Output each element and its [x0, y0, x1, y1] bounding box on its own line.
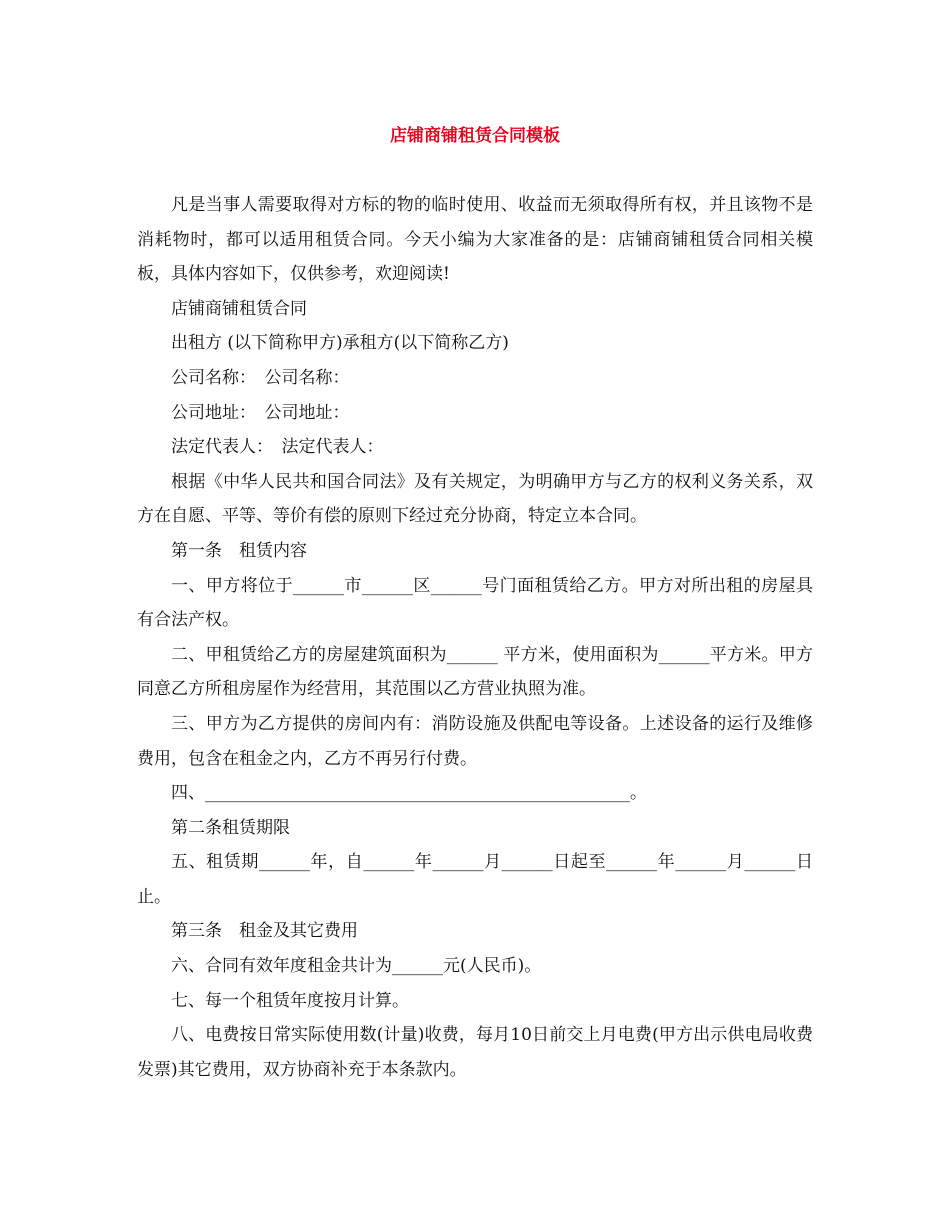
- clause-6: 六、合同有效年度租金共计为______元(人民币)。: [171, 956, 542, 977]
- document-body: [137, 188, 813, 1087]
- paragraph-intro: 凡是当事人需要取得对方标的物的临时使用、收益而无须取得所有权，并且该物不是消耗物时，都可以适用租赁合同。今天小编为大家准备的是：店铺商铺租赁合同相关模板，具体内容如下，仅供参考，欢迎阅读!: [137, 195, 813, 285]
- paragraph-parties: 出租方 (以下简称甲方)承租方(以下简称乙方): [171, 333, 509, 354]
- paragraph-company-name: 公司名称： 公司名称：: [171, 367, 350, 388]
- paragraph-company-address: 公司地址： 公司地址：: [171, 402, 350, 423]
- clause-7: 七、每一个租赁年度按月计算。: [171, 990, 409, 1011]
- clause-2: 二、甲租赁给乙方的房屋建筑面积为______ 平方米，使用面积为______平方米。甲方同意乙方所租房屋作为经营用，其范围以乙方营业执照为准。: [137, 644, 813, 700]
- article-1-heading: 第一条 租赁内容: [171, 540, 307, 561]
- clause-3: 三、甲方为乙方提供的房间内有：消防设施及供配电等设备。上述设备的运行及维修费用，包含在租金之内，乙方不再另行付费。: [137, 713, 813, 769]
- document-title: 店铺商铺租赁合同模板: [390, 126, 560, 146]
- paragraph-contract-name: 店铺商铺租赁合同: [171, 298, 307, 319]
- paragraph-legal-representative: 法定代表人： 法定代表人：: [171, 437, 384, 458]
- article-2-heading: 第二条租赁期限: [171, 817, 290, 838]
- paragraph-basis: 根据《中华人民共和国合同法》及有关规定，为明确甲方与乙方的权利义务关系，双方在自愿、平等、等价有偿的原则下经过充分协商，特定立本合同。: [137, 471, 813, 527]
- clause-8: 八、电费按日常实际使用数(计量)收费，每月10日前交上月电费(甲方出示供电局收费发票)其它费用，双方协商补充于本条款内。: [137, 1025, 813, 1080]
- clause-4: 四、__________________________________________________。: [171, 783, 647, 804]
- article-3-heading: 第三条 租金及其它费用: [171, 921, 358, 942]
- clause-5: 五、租赁期______年，自______年______月______日起至______年______月______日止。: [137, 852, 813, 907]
- clause-1: 一、甲方将位于______市______区______号门面租赁给乙方。甲方对所出租的房屋具有合法产权。: [137, 575, 813, 631]
